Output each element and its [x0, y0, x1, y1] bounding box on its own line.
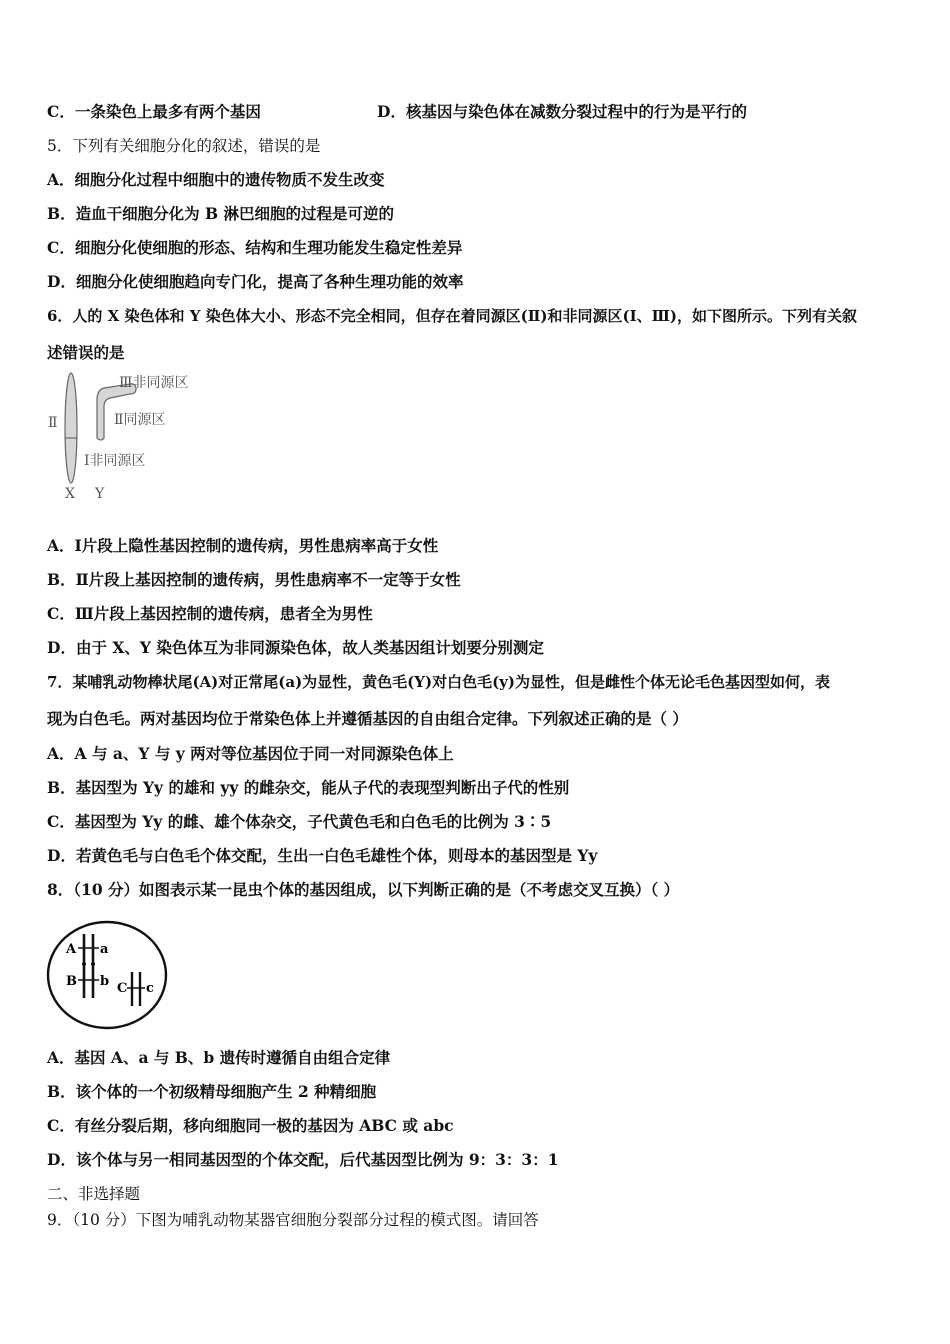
q5-option-b: B．造血干细胞分化为 B 淋巴细胞的过程是可逆的 [47, 204, 394, 223]
x-chromosome [65, 373, 77, 483]
q7-option-a: A．A 与 a、Y 与 y 两对等位基因位于同一对同源染色体上 [47, 744, 454, 763]
q6-option-b: B．Ⅱ片段上基因控制的遗传病，男性患病率不一定等于女性 [47, 570, 461, 589]
gene-C: C [117, 981, 128, 996]
q7-stem-line2: 现为白色毛。两对基因均位于常染色体上并遵循基因的自由组合定律。下列叙述正确的是（ ） [47, 709, 688, 728]
xy-chromosome-figure [44, 370, 214, 506]
q6-option-c: C．Ⅲ片段上基因控制的遗传病，患者全为男性 [47, 604, 373, 623]
q7-option-b: B．基因型为 Yy 的雄和 yy 的雌杂交，能从子代的表现型判断出子代的性别 [47, 778, 570, 797]
q8-option-a: A．基因 A、a 与 B、b 遗传时遵循自由组合定律 [47, 1048, 391, 1067]
label-ii-left: Ⅱ [48, 415, 58, 431]
q5-stem: 5．下列有关细胞分化的叙述，错误的是 [47, 137, 321, 155]
q8-option-b: B．该个体的一个初级精母细胞产生 2 种精细胞 [47, 1082, 377, 1101]
gene-A: A [66, 942, 77, 957]
q9-stem: 9．（10 分）下图为哺乳动物某器官细胞分裂部分过程的模式图。请回答 [47, 1211, 539, 1229]
label-x: X [65, 486, 75, 502]
q5-option-a: A．细胞分化过程中细胞中的遗传物质不发生改变 [47, 170, 385, 189]
cell-gene-figure [44, 920, 174, 1035]
label-y: Y [95, 486, 105, 502]
q5-option-d: D．细胞分化使细胞趋向专门化，提高了各种生理功能的效率 [47, 272, 464, 291]
q6-stem-line1: 6．人的 X 染色体和 Y 染色体大小、形态不完全相同，但存在着同源区(Ⅱ)和非同源区(Ⅰ、Ⅲ)，如下图所示。下列有关叙 [47, 307, 857, 325]
q8-option-d: D．该个体与另一相同基因型的个体交配，后代基因型比例为 9：3：3：1 [47, 1150, 559, 1169]
q8-stem: 8．（10 分）如图表示某一昆虫个体的基因组成，以下判断正确的是（不考虑交叉互换）（ ） [47, 880, 680, 899]
gene-c: c [146, 981, 154, 996]
q7-stem-line1: 7．某哺乳动物棒状尾(A)对正常尾(a)为显性，黄色毛(Y)对白色毛(y)为显性，但是雌性个体无论毛色基因型如何，表 [47, 673, 831, 691]
q5-option-c: C．细胞分化使细胞的形态、结构和生理功能发生稳定性差异 [47, 238, 463, 257]
q4-option-c: C．一条染色上最多有两个基因 [47, 102, 261, 121]
q6-stem-line2: 述错误的是 [47, 343, 125, 362]
centromere-left [82, 962, 86, 966]
gene-b: b [100, 974, 110, 989]
gene-a: a [100, 942, 109, 957]
q7-option-c: C．基因型为 Yy 的雌、雄个体杂交，子代黄色毛和白色毛的比例为 3∶5 [47, 812, 552, 831]
q6-option-d: D．由于 X、Y 染色体互为非同源染色体，故人类基因组计划要分别测定 [47, 638, 544, 657]
q6-option-a: A．Ⅰ片段上隐性基因控制的遗传病，男性患病率高于女性 [47, 536, 439, 555]
q7-option-d: D．若黄色毛与白色毛个体交配，生出一白色毛雄性个体，则母本的基因型是 Yy [47, 846, 598, 865]
label-i-nonhomologous: Ⅰ非同源区 [84, 453, 146, 469]
gene-B: B [66, 974, 77, 989]
label-iii-nonhomologous: Ⅲ非同源区 [119, 375, 189, 391]
label-ii-homologous: Ⅱ同源区 [114, 412, 166, 428]
centromere-right [91, 962, 95, 966]
section-title: 二、非选择题 [47, 1185, 141, 1203]
q8-option-c: C．有丝分裂后期，移向细胞同一极的基因为 ABC 或 abc [47, 1116, 454, 1135]
q4-option-d: D．核基因与染色体在减数分裂过程中的行为是平行的 [377, 102, 747, 121]
